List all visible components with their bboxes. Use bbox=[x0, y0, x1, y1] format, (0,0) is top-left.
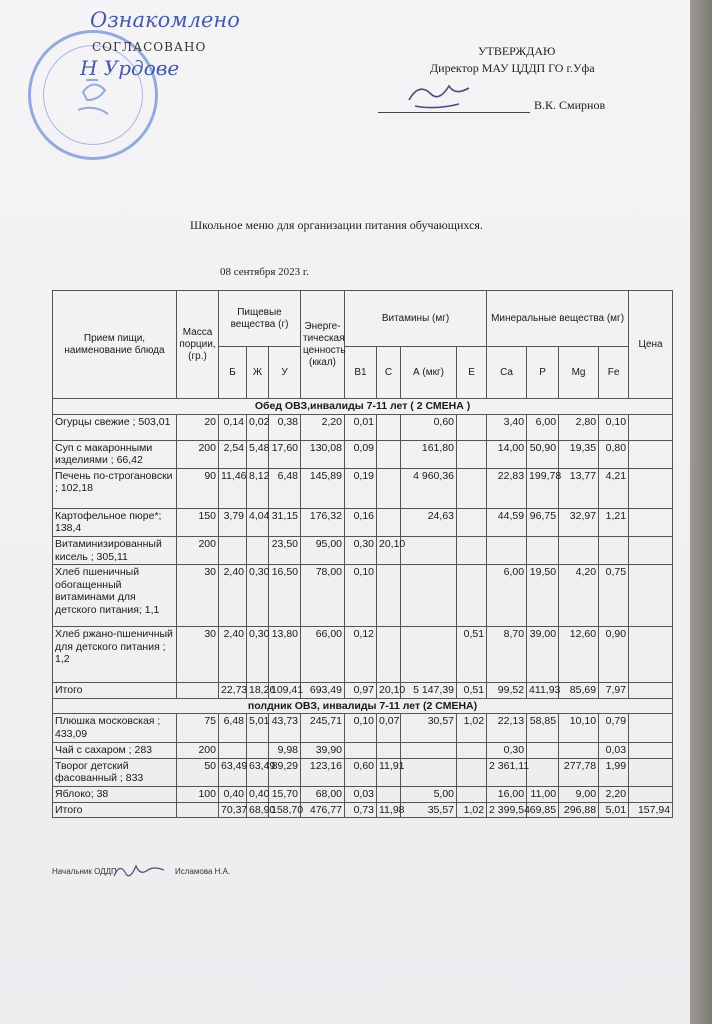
total-name: Итого bbox=[53, 802, 177, 818]
cell-mg: 2,80 bbox=[559, 414, 599, 440]
table-row bbox=[53, 565, 673, 627]
cell-b: 2,40 bbox=[219, 565, 247, 627]
cell-ca: 44,59 bbox=[487, 508, 527, 536]
cell-b: 0,40 bbox=[219, 786, 247, 802]
cell-c: 20,10 bbox=[377, 536, 401, 564]
cell-a: 24,63 bbox=[401, 508, 457, 536]
cell-ca: 6,00 bbox=[487, 565, 527, 627]
cell-b1: 0,01 bbox=[345, 414, 377, 440]
document-title: Школьное меню для организации питания обучающихся. bbox=[190, 218, 483, 232]
cell-ca: 3,40 bbox=[487, 414, 527, 440]
cell-fe: 0,80 bbox=[599, 440, 629, 468]
cell-price bbox=[629, 440, 673, 468]
cell-fe: 0,03 bbox=[599, 742, 629, 758]
cell-b: 6,48 bbox=[219, 714, 247, 742]
document-date: 08 сентября 2023 г. bbox=[220, 266, 309, 278]
cell-mg: 10,10 bbox=[559, 714, 599, 742]
cell-b1: 0,12 bbox=[345, 627, 377, 683]
total-mg: 85,69 bbox=[559, 683, 599, 699]
cell-ca: 8,70 bbox=[487, 627, 527, 683]
cell-c bbox=[377, 508, 401, 536]
cell-name: Суп с макаронными изделиями ; 66,42 bbox=[53, 440, 177, 468]
cell-price bbox=[629, 565, 673, 627]
signature-line bbox=[378, 112, 530, 113]
total-mg: 296,88 bbox=[559, 802, 599, 818]
cell-price bbox=[629, 508, 673, 536]
cell-kcal: 245,71 bbox=[301, 714, 345, 742]
total-c: 20,10 bbox=[377, 683, 401, 699]
director-signature bbox=[405, 80, 475, 114]
cell-a: 30,57 bbox=[401, 714, 457, 742]
header-vitamins: Витамины (мг) bbox=[345, 291, 487, 347]
cell-ca bbox=[487, 536, 527, 564]
cell-p bbox=[527, 742, 559, 758]
header-c: С bbox=[377, 347, 401, 399]
cell-fe: 4,21 bbox=[599, 468, 629, 508]
total-fe: 5,01 bbox=[599, 802, 629, 818]
cell-kcal: 123,16 bbox=[301, 758, 345, 786]
cell-b bbox=[219, 536, 247, 564]
cell-mg: 4,20 bbox=[559, 565, 599, 627]
total-p: 69,85 bbox=[527, 802, 559, 818]
cell-fe: 0,10 bbox=[599, 414, 629, 440]
header-price: Цена bbox=[629, 291, 673, 399]
cell-mg bbox=[559, 536, 599, 564]
header-b: Б bbox=[219, 347, 247, 399]
page-edge-shadow bbox=[690, 0, 712, 1024]
total-mass bbox=[177, 683, 219, 699]
header-zh: Ж bbox=[247, 347, 269, 399]
cell-b: 0,14 bbox=[219, 414, 247, 440]
header-u: У bbox=[269, 347, 301, 399]
cell-b1: 0,09 bbox=[345, 440, 377, 468]
cell-u: 43,73 bbox=[269, 714, 301, 742]
cell-e bbox=[457, 758, 487, 786]
director-title: Директор МАУ ЦДДП ГО г.Уфа bbox=[430, 61, 595, 75]
cell-c bbox=[377, 565, 401, 627]
cell-price bbox=[629, 786, 673, 802]
total-b1: 0,97 bbox=[345, 683, 377, 699]
header-fe: Fe bbox=[599, 347, 629, 399]
cell-mg: 12,60 bbox=[559, 627, 599, 683]
cell-u: 15,70 bbox=[269, 786, 301, 802]
cell-zh: 0,40 bbox=[247, 786, 269, 802]
approved-label: УТВЕРЖДАЮ bbox=[478, 44, 556, 58]
cell-p: 50,90 bbox=[527, 440, 559, 468]
cell-a: 5,00 bbox=[401, 786, 457, 802]
cell-fe bbox=[599, 536, 629, 564]
cell-name: Хлеб ржано-пшеничный для детского питания ; 1,2 bbox=[53, 627, 177, 683]
cell-c bbox=[377, 440, 401, 468]
total-row bbox=[53, 683, 673, 699]
cell-price bbox=[629, 468, 673, 508]
cell-mass: 50 bbox=[177, 758, 219, 786]
header-minerals: Минеральные вещества (мг) bbox=[487, 291, 629, 347]
cell-mg: 9,00 bbox=[559, 786, 599, 802]
cell-u: 13,80 bbox=[269, 627, 301, 683]
total-name: Итого bbox=[53, 683, 177, 699]
total-e: 1,02 bbox=[457, 802, 487, 818]
cell-zh: 5,48 bbox=[247, 440, 269, 468]
cell-p: 6,00 bbox=[527, 414, 559, 440]
cell-name: Огурцы свежие ; 503,01 bbox=[53, 414, 177, 440]
header-b1: В1 bbox=[345, 347, 377, 399]
total-b1: 0,73 bbox=[345, 802, 377, 818]
cell-u: 16,50 bbox=[269, 565, 301, 627]
cell-name: Чай с сахаром ; 283 bbox=[53, 742, 177, 758]
cell-a: 161,80 bbox=[401, 440, 457, 468]
cell-zh bbox=[247, 536, 269, 564]
table-row bbox=[53, 786, 673, 802]
cell-mass: 30 bbox=[177, 565, 219, 627]
cell-fe: 0,75 bbox=[599, 565, 629, 627]
agreed-label: СОГЛАСОВАНО bbox=[92, 40, 207, 54]
cell-zh bbox=[247, 742, 269, 758]
cell-c: 11,91 bbox=[377, 758, 401, 786]
header-nutrients: Пищевые вещества (г) bbox=[219, 291, 301, 347]
cell-price bbox=[629, 627, 673, 683]
cell-fe: 2,20 bbox=[599, 786, 629, 802]
cell-mass: 200 bbox=[177, 440, 219, 468]
cell-b1: 0,10 bbox=[345, 714, 377, 742]
cell-kcal: 68,00 bbox=[301, 786, 345, 802]
table-row bbox=[53, 758, 673, 786]
cell-b1: 0,30 bbox=[345, 536, 377, 564]
total-zh: 18,26 bbox=[247, 683, 269, 699]
cell-p: 19,50 bbox=[527, 565, 559, 627]
cell-zh: 4,04 bbox=[247, 508, 269, 536]
header-mg: Mg bbox=[559, 347, 599, 399]
section-row bbox=[53, 698, 673, 714]
cell-mass: 200 bbox=[177, 536, 219, 564]
total-p: 411,93 bbox=[527, 683, 559, 699]
cell-mg: 32,97 bbox=[559, 508, 599, 536]
cell-e: 1,02 bbox=[457, 714, 487, 742]
header-portion: Масса порции, (гр.) bbox=[177, 291, 219, 399]
cell-kcal: 78,00 bbox=[301, 565, 345, 627]
cell-e bbox=[457, 414, 487, 440]
cell-p: 96,75 bbox=[527, 508, 559, 536]
agreed-signature: Н Урдове bbox=[80, 56, 180, 80]
table-row bbox=[53, 508, 673, 536]
cell-c bbox=[377, 468, 401, 508]
cell-u: 31,15 bbox=[269, 508, 301, 536]
cell-c: 0,07 bbox=[377, 714, 401, 742]
total-fe: 7,97 bbox=[599, 683, 629, 699]
footer-role: Начальник ОДДП bbox=[52, 867, 117, 876]
cell-name: Печень по-строгановски ; 102,18 bbox=[53, 468, 177, 508]
cell-mg: 277,78 bbox=[559, 758, 599, 786]
total-price bbox=[629, 683, 673, 699]
menu-body bbox=[53, 399, 673, 818]
total-mass bbox=[177, 802, 219, 818]
cell-ca: 14,00 bbox=[487, 440, 527, 468]
cell-a bbox=[401, 627, 457, 683]
cell-kcal: 130,08 bbox=[301, 440, 345, 468]
section-title: полдник ОВЗ, инвалиды 7-11 лет (2 СМЕНА) bbox=[53, 698, 673, 714]
cell-c bbox=[377, 414, 401, 440]
total-e: 0,51 bbox=[457, 683, 487, 699]
cell-p: 11,00 bbox=[527, 786, 559, 802]
cell-a bbox=[401, 565, 457, 627]
cell-p: 39,00 bbox=[527, 627, 559, 683]
cell-name: Творог детский фасованный ; 833 bbox=[53, 758, 177, 786]
total-kcal: 476,77 bbox=[301, 802, 345, 818]
total-ca: 99,52 bbox=[487, 683, 527, 699]
cell-zh: 0,30 bbox=[247, 565, 269, 627]
cell-kcal: 176,32 bbox=[301, 508, 345, 536]
cell-mg: 13,77 bbox=[559, 468, 599, 508]
cell-b: 3,79 bbox=[219, 508, 247, 536]
cell-e bbox=[457, 536, 487, 564]
cell-price bbox=[629, 742, 673, 758]
cell-mass: 150 bbox=[177, 508, 219, 536]
cell-price bbox=[629, 714, 673, 742]
cell-b bbox=[219, 742, 247, 758]
cell-fe: 1,99 bbox=[599, 758, 629, 786]
cell-zh: 0,30 bbox=[247, 627, 269, 683]
cell-fe: 0,79 bbox=[599, 714, 629, 742]
total-a: 35,57 bbox=[401, 802, 457, 818]
cell-mass: 200 bbox=[177, 742, 219, 758]
cell-u: 0,38 bbox=[269, 414, 301, 440]
cell-c bbox=[377, 742, 401, 758]
section-row bbox=[53, 399, 673, 415]
cell-e bbox=[457, 565, 487, 627]
cell-p bbox=[527, 758, 559, 786]
cell-u: 9,98 bbox=[269, 742, 301, 758]
cell-a bbox=[401, 536, 457, 564]
total-ca: 2 399,54 bbox=[487, 802, 527, 818]
director-name: В.К. Смирнов bbox=[534, 98, 606, 112]
cell-kcal: 145,89 bbox=[301, 468, 345, 508]
cell-u: 23,50 bbox=[269, 536, 301, 564]
table-row bbox=[53, 440, 673, 468]
header-ca: Ca bbox=[487, 347, 527, 399]
cell-kcal: 66,00 bbox=[301, 627, 345, 683]
footer-name: Исламова Н.А. bbox=[175, 867, 231, 876]
cell-u: 89,29 bbox=[269, 758, 301, 786]
cell-c bbox=[377, 627, 401, 683]
cell-e bbox=[457, 508, 487, 536]
cell-ca: 0,30 bbox=[487, 742, 527, 758]
cell-price bbox=[629, 758, 673, 786]
header-a: А (мкг) bbox=[401, 347, 457, 399]
cell-zh: 63,49 bbox=[247, 758, 269, 786]
cell-u: 17,60 bbox=[269, 440, 301, 468]
cell-p: 199,78 bbox=[527, 468, 559, 508]
header-e: Е bbox=[457, 347, 487, 399]
cell-name: Плюшка московская ; 433,09 bbox=[53, 714, 177, 742]
cell-a bbox=[401, 758, 457, 786]
cell-ca: 22,83 bbox=[487, 468, 527, 508]
cell-mass: 100 bbox=[177, 786, 219, 802]
cell-b: 63,49 bbox=[219, 758, 247, 786]
cell-e: 0,51 bbox=[457, 627, 487, 683]
cell-price bbox=[629, 414, 673, 440]
menu-table bbox=[52, 290, 673, 818]
total-zh: 68,90 bbox=[247, 802, 269, 818]
cell-name: Хлеб пшеничный обогащенный витаминами для детского питания; 1,1 bbox=[53, 565, 177, 627]
cell-mg: 19,35 bbox=[559, 440, 599, 468]
cell-name: Картофельное пюре*; 138,4 bbox=[53, 508, 177, 536]
total-b: 22,73 bbox=[219, 683, 247, 699]
cell-zh: 5,01 bbox=[247, 714, 269, 742]
total-c: 11,98 bbox=[377, 802, 401, 818]
cell-a: 4 960,36 bbox=[401, 468, 457, 508]
table-row bbox=[53, 468, 673, 508]
cell-fe: 0,90 bbox=[599, 627, 629, 683]
cell-ca: 16,00 bbox=[487, 786, 527, 802]
cell-b1 bbox=[345, 742, 377, 758]
cell-p: 58,85 bbox=[527, 714, 559, 742]
total-b: 70,37 bbox=[219, 802, 247, 818]
cell-e bbox=[457, 742, 487, 758]
total-row bbox=[53, 802, 673, 818]
cell-zh: 0,02 bbox=[247, 414, 269, 440]
cell-ca: 22,13 bbox=[487, 714, 527, 742]
cell-mg bbox=[559, 742, 599, 758]
total-u: 158,70 bbox=[269, 802, 301, 818]
cell-name: Витаминизированный кисель ; 305,11 bbox=[53, 536, 177, 564]
cell-e bbox=[457, 440, 487, 468]
cell-a: 0,60 bbox=[401, 414, 457, 440]
cell-mass: 30 bbox=[177, 627, 219, 683]
cell-name: Яблоко; 38 bbox=[53, 786, 177, 802]
table-row bbox=[53, 536, 673, 564]
cell-u: 6,48 bbox=[269, 468, 301, 508]
table-row bbox=[53, 714, 673, 742]
table-row bbox=[53, 414, 673, 440]
cell-e bbox=[457, 786, 487, 802]
cell-b1: 0,19 bbox=[345, 468, 377, 508]
table-row bbox=[53, 742, 673, 758]
cell-b1: 0,03 bbox=[345, 786, 377, 802]
cell-mass: 75 bbox=[177, 714, 219, 742]
cell-mass: 20 bbox=[177, 414, 219, 440]
header-meal: Прием пищи, наименование блюда bbox=[53, 291, 177, 399]
cell-zh: 8,12 bbox=[247, 468, 269, 508]
cell-fe: 1,21 bbox=[599, 508, 629, 536]
cell-a bbox=[401, 742, 457, 758]
agreed-handwritten: Ознакомлено bbox=[90, 8, 240, 32]
cell-b1: 0,10 bbox=[345, 565, 377, 627]
cell-mass: 90 bbox=[177, 468, 219, 508]
table-row bbox=[53, 627, 673, 683]
cell-e bbox=[457, 468, 487, 508]
cell-ca: 2 361,11 bbox=[487, 758, 527, 786]
total-kcal: 693,49 bbox=[301, 683, 345, 699]
footer-signature bbox=[110, 860, 170, 882]
cell-kcal: 39,90 bbox=[301, 742, 345, 758]
cell-price bbox=[629, 536, 673, 564]
total-a: 5 147,39 bbox=[401, 683, 457, 699]
section-title: Обед ОВЗ,инвалиды 7-11 лет ( 2 СМЕНА ) bbox=[53, 399, 673, 415]
cell-kcal: 2,20 bbox=[301, 414, 345, 440]
cell-b: 11,46 bbox=[219, 468, 247, 508]
cell-b1: 0,60 bbox=[345, 758, 377, 786]
cell-p bbox=[527, 536, 559, 564]
cell-b: 2,40 bbox=[219, 627, 247, 683]
header-p: P bbox=[527, 347, 559, 399]
header-energy: Энерге-тическая ценность (ккал) bbox=[301, 291, 345, 399]
footer bbox=[52, 867, 231, 876]
total-u: 109,41 bbox=[269, 683, 301, 699]
cell-c bbox=[377, 786, 401, 802]
total-price: 157,94 bbox=[629, 802, 673, 818]
cell-b1: 0,16 bbox=[345, 508, 377, 536]
cell-b: 2,54 bbox=[219, 440, 247, 468]
cell-kcal: 95,00 bbox=[301, 536, 345, 564]
